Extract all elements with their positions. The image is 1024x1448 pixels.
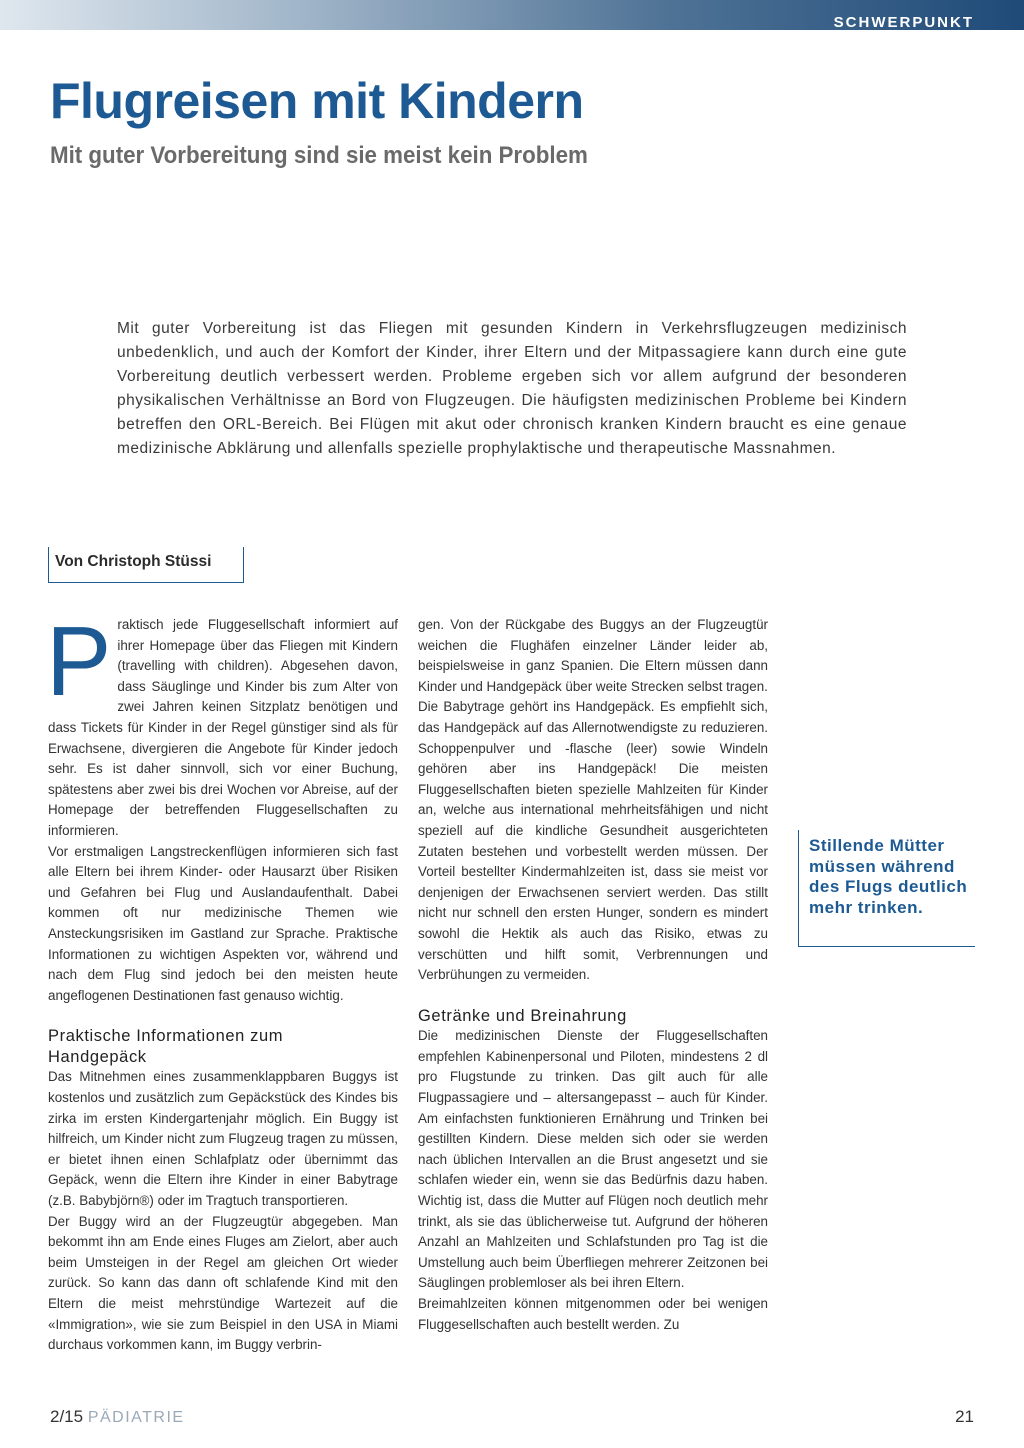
drop-cap: P — [46, 606, 112, 716]
paragraph-text: raktisch jede Fluggesellschaft informiert auf ihrer Homepage über das Fliegen mit Kindern (travelling with children). Abgesehen davon, dass Säuglinge und Kinder bis zum Alter von zwei Jahren keinen Sitzplatz benötigen und dass Tickets für Kinder in der Regel günstiger sind als für Erwachsene, divergieren die Angebote für Kinder jedoch sehr. Es ist daher sinnvoll, sich vor einer Buchung, spätestens aber zwei bis drei Wochen vor Abreise, auf der Homepage der betreffenden Fluggesellschaften zu informieren. — [48, 617, 398, 838]
paragraph: Vor erstmaligen Langstreckenflügen informieren sich fast alle Eltern bei ihrem Kinder- oder Hausarzt über Risiken und Gefahren bei Flug und Auslandaufenthalt. Dabei kommen oft nur medizinische Themen wie Ansteckungsrisiken im Gastland zur Sprache. Praktische Informationen zu wichtigen Aspekten vor, während und nach dem Flug sind jedoch bei den meisten heute angeflogenen Destinationen fast genauso wichtig. — [48, 843, 398, 1003]
section-heading: Getränke und Breinahrung — [418, 1006, 627, 1025]
pull-quote: Stillende Mütter müssen während des Flugs deutlich mehr trinken. — [798, 830, 975, 947]
page-number: 21 — [955, 1407, 974, 1426]
paragraph — [46, 606, 398, 842]
paragraph: Das Mitnehmen eines zusammenklappbaren Buggys ist kostenlos und zusätzlich zum Gepäckstück des Kindes bis zirka im ersten Kindergartenjahr möglich. Ein Buggy ist hilfreich, um Kinder nicht zum Flugzeug tragen zu müssen, er bietet ihnen einen Schlafplatz oder übernimmt das Gepäck, wenn die Eltern ihre Kinder in einer Babytrage (z.B. Babybjörn®) oder im Tragtuch transportieren. — [48, 1069, 398, 1209]
paragraph: gen. Von der Rückgabe des Buggys an der Flugzeugtür weichen die Flughäfen einzelner Länder leider ab, beispielsweise in ganz Spanien. Die Eltern müssen dann Kinder und Handgepäck über weite Strecken selbst tragen. — [418, 617, 768, 694]
article-title: Flugreisen mit Kindern — [50, 73, 584, 129]
issue-number: 2/15 — [50, 1407, 84, 1426]
paragraph: Die medizinischen Dienste der Fluggesellschaften empfehlen Kabinenpersonal und Piloten, mindestens 2 dl pro Flugstunde zu trinken. Das gilt auch für alle Flugpassagiere und – altersangepasst – auch für Kinder. Am einfachsten funktionieren Ernährung und Trinken bei gestillten Kindern. Diese melden sich oder sie werden nach üblichen Intervallen an die Brust angesetzt und sie schlafen wieder ein, wenn sie das Bedürfnis dazu haben. Wichtig ist, dass die Mutter auf Flügen noch deutlich mehr trinkt, als sie das üblicherweise tut. Aufgrund der höheren Anzahl an Mahlzeiten und Schlafstunden pro Tag ist die Umstellung auch beim Überfliegen mehrerer Zeitzonen bei Säuglingen problemloser als bei ihren Eltern. — [418, 1028, 768, 1291]
article-subtitle: Mit guter Vorbereitung sind sie meist kein Problem — [50, 142, 588, 169]
footer-issue — [50, 1406, 185, 1429]
section-label: SCHWERPUNKT — [833, 14, 974, 31]
section-heading: Praktische Informationen zum Handgepäck — [48, 1027, 284, 1066]
paragraph: Die Babytrage gehört ins Handgepäck. Es empfiehlt sich, das Handgepäck auf das Allernotwendigste zu reduzieren. Schoppenpulver und -flasche (leer) sowie Windeln gehören aber ins Handgepäck! Die meisten Fluggesellschaften bieten spezielle Mahlzeiten für Kinder an, welche aus international mehrheitsfähigen und nicht speziell auf die kindliche Gesundheit ausgerichteten Zutaten bestehen und vorbestellt werden müssen. Der Vorteil bestellter Kindermahlzeiten ist, dass sie meist vor denjenigen der Erwachsenen serviert werden. Das stillt nicht nur schnell den ersten Hunger, sondern es mindert sowohl die Hektik als auch das Risiko, etwas zu verschütten und hilft somit, Verbrennungen und Verbrühungen zu vermeiden. — [418, 699, 768, 983]
paragraph: Der Buggy wird an der Flugzeugtür abgegeben. Man bekommt ihn am Ende eines Fluges am Zielort, aber auch beim Umsteigen in der Regel am gleichen Ort wieder zurück. So kann das dann oft schlafende Kind mit den Eltern die meist mehrstündige Wartezeit auf die «Immigration», wie sie zum Beispiel in den USA in Miami durchaus vorkommen kann, im Buggy verbrin- — [48, 1213, 398, 1353]
text-column-1 — [46, 606, 398, 1356]
paragraph: Breimahlzeiten können mitgenommen oder bei wenigen Fluggesellschaften auch bestellt werden. Zu — [418, 1296, 768, 1332]
author-byline: Von Christoph Stüssi — [48, 547, 244, 583]
text-column-2 — [418, 615, 768, 1335]
lead-paragraph: Mit guter Vorbereitung ist das Fliegen mit gesunden Kindern in Verkehrsflugzeugen medizinisch unbedenklich, und auch der Komfort der Kinder, ihrer Eltern und der Mitpassagiere kann durch eine gute Vorbereitung deutlich verbessert werden. Probleme ergeben sich vor allem aufgrund der besonderen physikalischen Verhältnisse an Bord von Flugzeugen. Die häufigsten medizinischen Probleme bei Kindern betreffen den ORL-Bereich. Bei Flügen mit akut oder chronisch kranken Kindern braucht es eine genaue medizinische Abklärung und allenfalls spezielle prophylaktische und therapeutische Massnahmen. — [117, 320, 907, 457]
magazine-brand: PÄDIATRIE — [87, 1409, 185, 1426]
